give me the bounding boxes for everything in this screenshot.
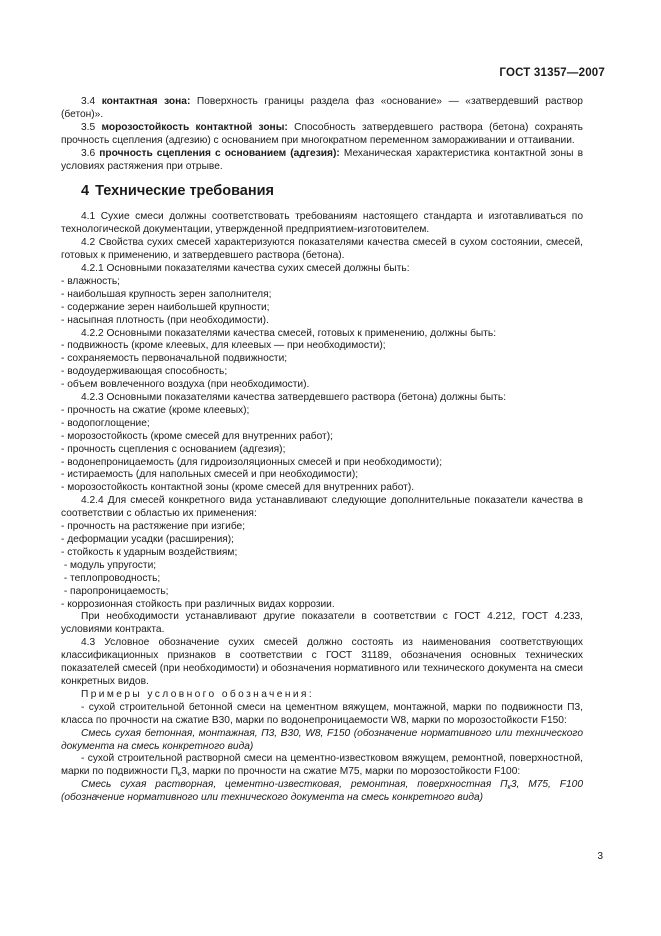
- list-item: - морозостойкость контактной зоны (кроме смесей для внутренних работ).: [61, 482, 415, 494]
- page-content: [61, 96, 583, 805]
- list-item: - деформации усадки (расширения);: [61, 534, 234, 545]
- list-item: - стойкость к ударным воздействиям;: [61, 546, 238, 558]
- example-1-designation: Смесь сухая бетонная, монтажная, П3, В30, W8, F150 (обозначение нормативного или технического документа на смесь конкретного вида): [61, 727, 583, 752]
- list-item: - прочность на сжатие (кроме клеевых);: [61, 404, 250, 416]
- list-item: - наибольшая крупность зерен заполнителя;: [61, 288, 272, 300]
- definition-term: контактная зона:: [101, 96, 191, 107]
- list-item: - подвижность (кроме клеевых, для клеевых — при необходимости);: [61, 340, 386, 352]
- paragraph-4-2: 4.2 Свойства сухих смесей характеризуются показателями качества смесей в сухом состоянии, смесей, готовых к применению, и затвердевшего раствора (бетона).: [61, 237, 583, 262]
- example-2-designation: Смесь сухая растворная, цементно-известковая, ремонтная, поверхностная $П_к3$, М75, F100 (обозначение нормативного или технического документа на смесь конкретного вида): [61, 779, 584, 804]
- list-item: - морозостойкость (кроме смесей для внутренних работ);: [61, 430, 333, 442]
- example-2-description: - сухой строительной растворной смеси на цементно-известковом вяжущем, ремонтной, поверхностной, марки по подвижности $П_к3$, марки по прочности на сжатие М75, марки по морозостойкости F100:: [61, 753, 583, 779]
- example-1-description: - сухой строительной бетонной смеси на цементном вяжущем, монтажной, марки по подвижности П3, класса по прочности на сжатие В30, марки по водонепроницаемости W8, марки по морозостойкости F150:: [61, 701, 583, 726]
- list-item: - коррозионная стойкость при различных видах коррозии.: [61, 598, 335, 610]
- definition-term: морозостойкость контактной зоны:: [101, 121, 288, 133]
- examples-heading: Примеры условного обозначения:: [81, 688, 315, 700]
- definition-3-5: 3.5 морозостойкость контактной зоны: Способность затвердевшего раствора (бетона) сохранять прочность сцепления (адгезию) с основанием при многократном переменном замораживании и оттаивании.: [61, 121, 583, 146]
- list-item: - содержание зерен наибольшей крупности;: [61, 301, 270, 313]
- list-item: - водонепроницаемость (для гидроизоляционных смесей и при необходимости);: [61, 456, 443, 468]
- paragraph-4-2-2: 4.2.2 Основными показателями качества смесей, готовых к применению, должны быть:: [81, 327, 497, 339]
- definition-term: прочность сцепления с основанием (адгезия):: [99, 147, 340, 159]
- paragraph-4-3: 4.3 Условное обозначение сухих смесей должно состоять из наименования соответствующих классификационных признаков в соответствии с ГОСТ 31189, обозначения основных технических показателей смесей (при необходимости) и обозначения нормативного или технического документа на смеси конкретных видов.: [61, 637, 583, 687]
- list-item: - водоудерживающая способность;: [61, 366, 228, 378]
- paragraph-4-2-3: 4.2.3 Основными показателями качества затвердевшего раствора (бетона) должны быть:: [81, 392, 507, 404]
- definition-3-6: 3.6 прочность сцепления с основанием (адгезия): Механическая характеристика контактной зоны в условиях растяжения при отрыве.: [61, 147, 583, 172]
- list-item: - сохраняемость первоначальной подвижности;: [61, 353, 288, 365]
- paragraph-other-indicators: При необходимости устанавливают другие показатели в соответствии с ГОСТ 4.212, ГОСТ 4.233, условиями контракта.: [61, 611, 583, 636]
- list-item: - модуль упругости;: [61, 559, 157, 571]
- paragraph-4-2-1: 4.2.1 Основными показателями качества сухих смесей должны быть:: [81, 262, 410, 274]
- list-item: - паропроницаемость;: [61, 585, 169, 597]
- list-item: - прочность на растяжение при изгибе;: [61, 521, 246, 533]
- list-item: - водопоглощение;: [61, 417, 150, 429]
- list-item: - насыпная плотность (при необходимости).: [61, 314, 269, 326]
- list-item: - истираемость (для напольных смесей и при необходимости);: [61, 469, 359, 481]
- list-item: - влажность;: [61, 275, 121, 287]
- section-heading: 4 Технические требования: [81, 183, 275, 200]
- list-item: - прочность сцепления с основанием (адгезия);: [61, 443, 286, 455]
- list-item: - теплопроводность;: [61, 572, 161, 584]
- paragraph-4-1: 4.1 Сухие смеси должны соответствовать требованиям настоящего стандарта и изготавливаться по технологической документации, утвержденной предприятием-изготовителем.: [61, 211, 583, 236]
- list-item: - объем вовлеченного воздуха (при необходимости).: [61, 379, 310, 391]
- document-code-header: ГОСТ 31357—2007: [499, 67, 605, 79]
- definition-3-4: 3.4 контактная зона: Поверхность границы раздела фаз «основание» — «затвердевший раствор (бетон)».: [61, 96, 583, 120]
- page-number: 3: [597, 851, 603, 862]
- paragraph-4-2-4: 4.2.4 Для смесей конкретного вида устанавливают следующие дополнительные показатели качества в соответствии с областью их применения:: [61, 495, 583, 520]
